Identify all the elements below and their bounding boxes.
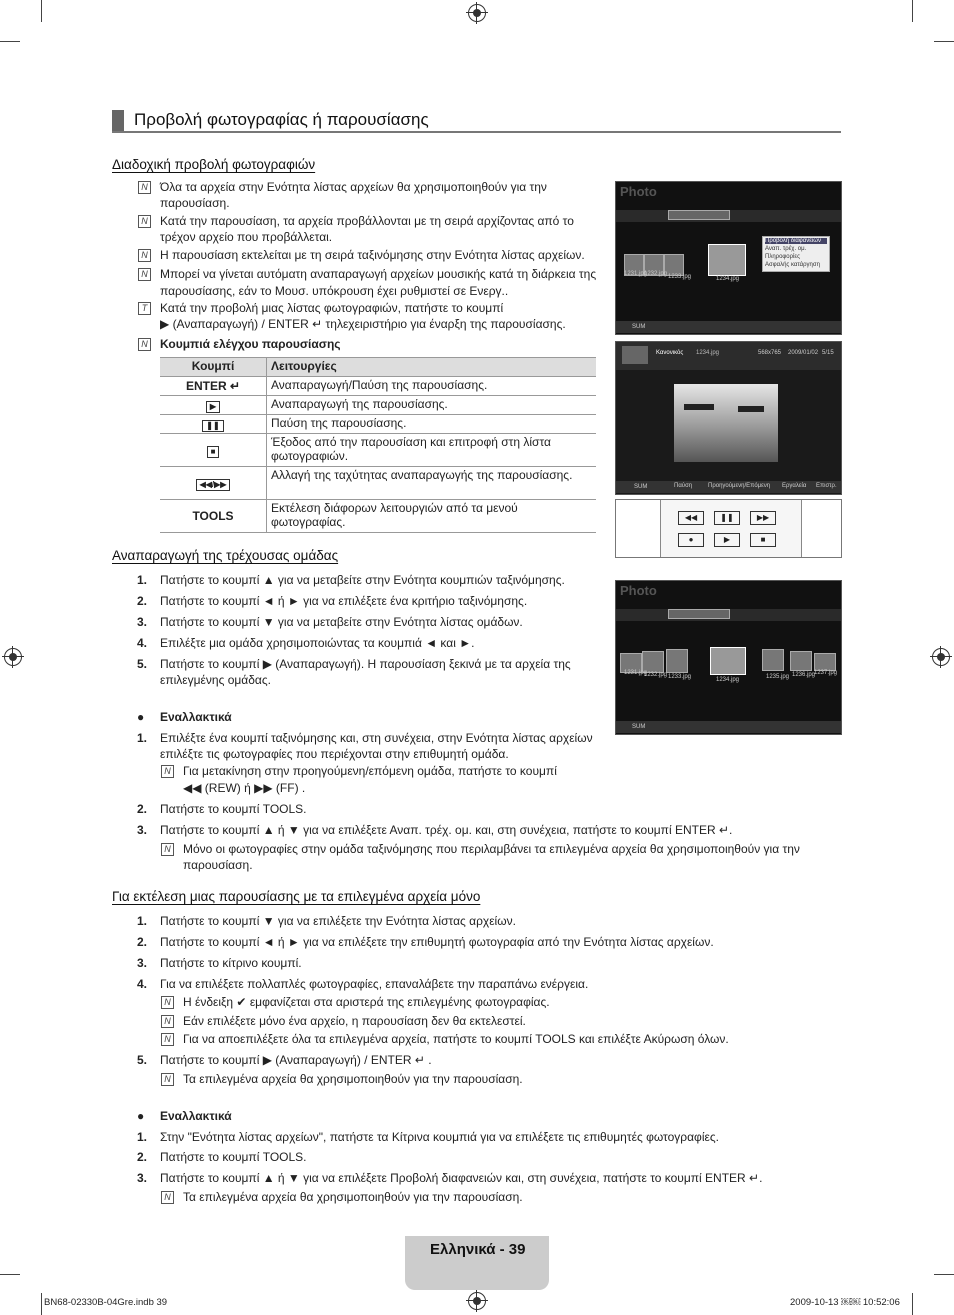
photo-thumbnail	[666, 649, 688, 673]
photo-thumbnail	[814, 653, 836, 671]
note-icon: N	[161, 1073, 174, 1086]
back-hint: Επιστρ.	[816, 483, 837, 489]
note-text: παρουσίασης, εάν το Μουσ. υπόκρουση έχει ρυθμιστεί σε Ενεργ..	[160, 284, 509, 298]
rew-button-icon: ◀◀	[678, 511, 704, 525]
note-icon: N	[161, 996, 174, 1009]
note-text: ▶ (Αναπαραγωγή) / ENTER ↵ τηλεχειριστήριο για έναρξη της παρουσίασης.	[160, 317, 566, 331]
record-button-icon: ●	[678, 533, 704, 547]
tip-icon: T	[138, 302, 151, 315]
photo-thumbnail-selected	[710, 647, 746, 675]
beach-photo	[674, 384, 778, 462]
bullet-icon: ●	[137, 710, 145, 724]
registration-mark-icon	[4, 648, 22, 666]
sort-highlight	[668, 609, 730, 619]
table-function: Έξοδος από την παρουσίαση και επιτροφή στη λίστα φωτογραφιών.	[267, 434, 597, 467]
table-key: ◀◀/▶▶	[160, 467, 267, 500]
note-text: Για μετακίνηση στην προηγούμενη/επόμενη ομάδα, πατήστε το κουμπί	[183, 764, 557, 778]
index: 5/15	[822, 350, 834, 356]
table-function: Αναπαραγωγή της παρουσίασης.	[267, 396, 597, 415]
print-slug-right: 2009-10-13 ￼￼ 10:52:06	[790, 1297, 900, 1308]
note-text: Κατά την προβολή μιας λίστας φωτογραφιών, πατήστε το κουμπί	[160, 301, 504, 315]
photo-list-screen	[615, 181, 842, 335]
alt-label: Εναλλακτικά	[160, 710, 232, 724]
photo-thumbnail	[790, 651, 812, 671]
photo-view-screen	[615, 341, 842, 495]
crop-mark	[912, 1293, 913, 1315]
ff-button-icon: ▶▶	[750, 511, 776, 525]
sum-label: SUM	[632, 324, 646, 330]
title-rule	[112, 131, 841, 133]
note-text: Εάν επιλέξετε μόνο ένα αρχείο, η παρουσίαση δεν θα εκτελεστεί.	[183, 1014, 526, 1028]
menu-item[interactable]: Ασφαλής κατάργηση	[765, 262, 820, 268]
page-number: Ελληνικά - 39	[430, 1241, 526, 1258]
thumb-label: 1233.jpg	[668, 674, 692, 680]
note-text: Η ένδειξη ✔ εμφανίζεται στα αριστερά της επιλεγμένης φωτογραφίας.	[183, 995, 550, 1009]
note-text: παρουσίαση.	[183, 858, 253, 872]
table-key: ▶	[160, 396, 267, 415]
crop-mark	[41, 1293, 42, 1315]
thumb-label: 1234.jpg	[716, 276, 740, 282]
crop-mark	[934, 1274, 954, 1275]
crop-mark	[0, 1274, 20, 1275]
menu-item[interactable]: Αναπ. τρέχ. ομ.	[765, 246, 807, 252]
note-icon: N	[161, 843, 174, 856]
pause-hint: Παύση	[674, 483, 693, 489]
thumb-label: 1231.jpg	[624, 271, 648, 277]
note-icon: N	[161, 1015, 174, 1028]
table-function: Αναπαραγωγή/Παύση της παρουσίασης.	[267, 377, 597, 396]
section-heading-slideshow: Διαδοχική προβολή φωτογραφιών	[112, 157, 316, 172]
table-key: ❚❚	[160, 415, 267, 434]
table-header-key: Κουμπί	[160, 358, 267, 377]
step-continued: επιλέξτε τις φωτογραφίες που περιέχονται στην επιθυμητή ομάδα.	[160, 747, 509, 761]
table-function: Αλλαγή της ταχύτητας αναπαραγωγής της παρουσίασης.	[267, 467, 597, 500]
view-mode: Κανονικός	[656, 350, 684, 356]
thumb-label: 1236.jpg	[792, 672, 816, 678]
note-icon: N	[138, 268, 151, 281]
section-heading-group: Αναπαραγωγή της τρέχουσας ομάδας	[112, 548, 339, 563]
control-buttons-table	[160, 357, 596, 533]
photo-app-icon	[622, 346, 648, 364]
play-button-icon: ▶	[714, 533, 740, 547]
thumb-label: 1232.jpg	[644, 271, 668, 277]
photo-thumbnail-selected	[708, 244, 746, 276]
section-heading-selected: Για εκτέλεση μιας παρουσίασης με τα επιλεγμένα αρχεία μόνο	[112, 889, 481, 904]
registration-mark-icon	[468, 4, 486, 22]
thumb-label: 1233.jpg	[668, 274, 692, 280]
tools-menu	[762, 236, 830, 272]
thumb-label: 1231.jpg	[624, 670, 648, 676]
print-slug-left: BN68-02330B-04Gre.indb 39	[44, 1297, 168, 1308]
thumb-label: 1234.jpg	[716, 677, 740, 683]
crop-mark	[912, 0, 913, 22]
note-text: Μόνο οι φωτογραφίες στην ομάδα ταξινόμησης που περιλαμβάνει τα επιλεγμένα αρχεία θα χρησιμοποιηθούν για την	[183, 842, 800, 856]
step-continued: επιλεγμένης ομάδας.	[160, 673, 271, 687]
note-text: Όλα τα αρχεία στην Ενότητα λίστας αρχείων θα χρησιμοποιηθούν για την	[160, 180, 547, 194]
table-header-function: Λειτουργίες	[267, 358, 597, 377]
note-icon: N	[161, 765, 174, 778]
note-text: Τα επιλεγμένα αρχεία θα χρησιμοποιηθούν για την παρουσίαση.	[183, 1190, 523, 1204]
note-icon: N	[138, 338, 151, 351]
note-text: Η παρουσίαση εκτελείται με τη σειρά ταξινόμησης στην Ενότητα λίστας αρχείων.	[160, 248, 585, 262]
pause-button-icon: ❚❚	[714, 511, 740, 525]
note-text: παρουσίαση.	[160, 196, 230, 210]
group-list-screen	[615, 580, 842, 735]
note-text: Τα επιλεγμένα αρχεία θα χρησιμοποιηθούν για την παρουσίαση.	[183, 1072, 523, 1086]
menu-item[interactable]: Πληροφορίες	[765, 254, 800, 260]
sum-label: SUM	[634, 484, 648, 490]
note-icon: N	[138, 249, 151, 262]
note-text: ◀◀ (REW) ή ▶▶ (FF) .	[183, 781, 306, 795]
table-function: Παύση της παρουσίασης.	[267, 415, 597, 434]
thumb-label: 1237.jpg	[814, 670, 838, 676]
menu-item[interactable]: Προβολή διαφανειών	[765, 238, 827, 244]
stop-button-icon: ■	[750, 533, 776, 547]
resolution: 568x765	[758, 350, 782, 356]
tools-hint: Εργαλεία	[782, 483, 807, 489]
note-text: τρέχον αρχείο που προβάλλεται.	[160, 230, 333, 244]
note-text: Για να αποεπιλέξετε όλα τα επιλεγμένα αρχεία, πατήστε το κουμπί TOOLS και επιλέξτε Ακύρωση όλων.	[183, 1032, 729, 1046]
sum-label: SUM	[632, 724, 646, 730]
title-accent	[112, 110, 124, 132]
table-key: ■	[160, 434, 267, 467]
thumb-label: 1232.jpg	[644, 672, 668, 678]
screen-bottom-bar	[616, 721, 841, 733]
crop-mark	[934, 41, 954, 42]
page-title: Προβολή φωτογραφίας ή παρουσίασης	[134, 110, 429, 129]
info-bar	[616, 342, 841, 370]
photo-label: Photo	[620, 583, 657, 598]
crop-mark	[41, 0, 42, 22]
registration-mark-icon	[932, 648, 950, 666]
remote-control-image	[615, 499, 842, 558]
table-function: Εκτέλεση διάφορων λειτουργιών από τα μενού φωτογραφίας.	[267, 500, 597, 533]
file-name: 1234.jpg	[696, 350, 720, 356]
note-text: Μπορεί να γίνεται αυτόματη αναπαραγωγή αρχείων μουσικής κατά τη διάρκεια της	[160, 267, 597, 281]
table-key: TOOLS	[160, 500, 267, 533]
note-text: Κατά την παρουσίαση, τα αρχεία προβάλλονται με τη σειρά αρχίζοντας από το	[160, 214, 574, 228]
note-icon: N	[138, 181, 151, 194]
prevnext-hint: Προηγούμενη/Επόμενη	[708, 483, 771, 489]
crop-mark	[0, 41, 20, 42]
photo-label: Photo	[620, 184, 657, 199]
table-caption: Κουμπιά ελέγχου παρουσίασης	[160, 337, 341, 351]
note-icon: N	[161, 1033, 174, 1046]
table-key: ENTER ↵	[160, 377, 267, 396]
photo-thumbnail	[762, 649, 784, 671]
note-icon: N	[161, 1191, 174, 1204]
thumb-label: 1235.jpg	[766, 674, 790, 680]
screen-bottom-bar	[616, 321, 841, 333]
date: 2009/01/02	[788, 350, 819, 356]
registration-mark-icon	[468, 1292, 486, 1310]
sort-highlight	[668, 210, 730, 220]
alt-label: Εναλλακτικά	[160, 1109, 232, 1123]
note-icon: N	[138, 215, 151, 228]
bullet-icon: ●	[137, 1109, 145, 1123]
